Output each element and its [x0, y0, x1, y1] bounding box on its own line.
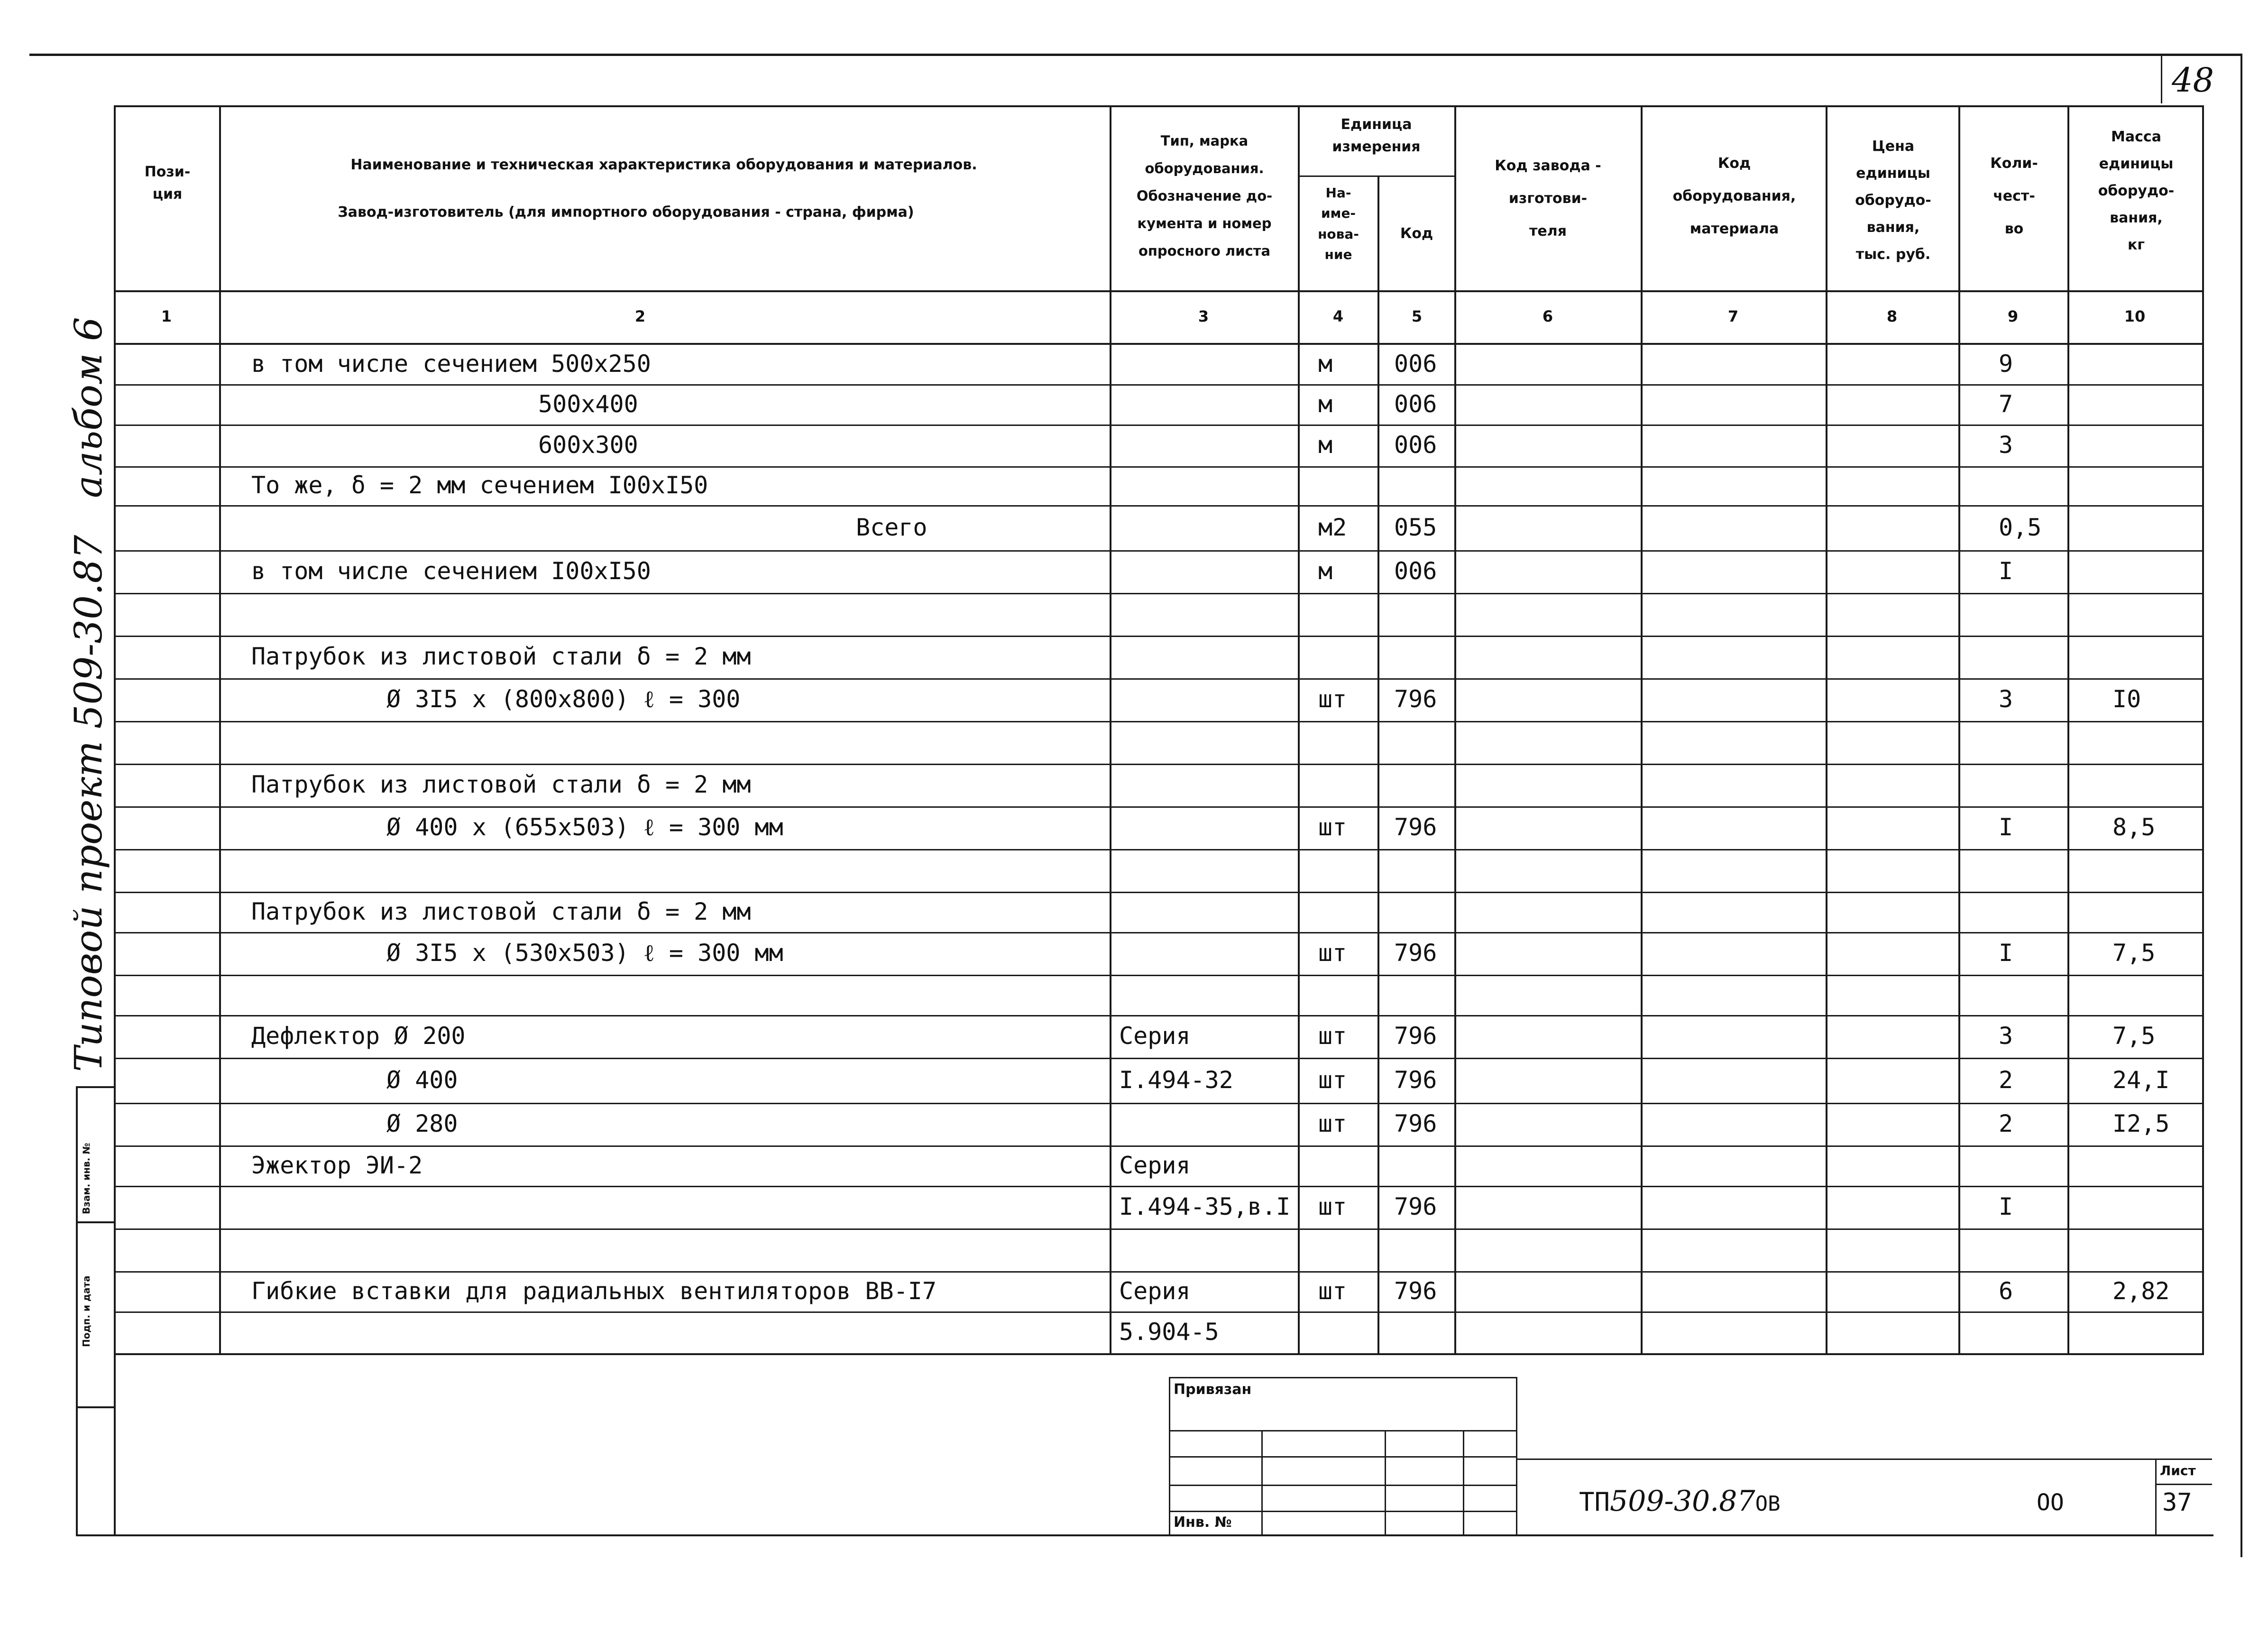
row-qty: 2 [1999, 1066, 2013, 1094]
page-number: 48 [2172, 61, 2214, 100]
colnum-3: 3 [1198, 307, 1209, 325]
sheet-box-divider [2155, 1484, 2212, 1485]
colnum-10: 10 [2124, 307, 2146, 325]
row-code: 796 [1394, 1022, 1437, 1050]
row-divider [114, 1186, 2204, 1187]
sheet-label: Лист [2160, 1463, 2196, 1478]
row-name: в том числе сечением I00хI50 [251, 557, 651, 585]
row-qty: 0,5 [1999, 513, 2042, 541]
header-unit-name: На- име- нова- ние [1318, 185, 1359, 263]
row-qty: 6 [1999, 1277, 2013, 1305]
colnum-2: 2 [634, 307, 646, 325]
sheet-box-left [2155, 1459, 2157, 1534]
side-project: Типовой проект 509-30.87 [66, 535, 110, 1072]
row-name: Эжектор ЭИ-2 [251, 1151, 423, 1179]
doc-middle: ОО [2037, 1489, 2064, 1516]
row-qty: I [1999, 939, 2013, 967]
header-unit-group: Единица измерения [1332, 116, 1421, 155]
row-divider [114, 1015, 2204, 1016]
top-border-line [29, 54, 2241, 56]
stamp-top [1169, 1377, 1517, 1378]
row-divider [114, 806, 2204, 808]
row-code: 796 [1394, 1110, 1437, 1137]
colnum-6: 6 [1542, 307, 1553, 325]
row-name: Ø 3I5 х (530х503) ℓ = 300 мм [386, 939, 783, 967]
row-unit: шт [1318, 939, 1347, 967]
row-name: Всего [856, 513, 927, 541]
row-divider [114, 550, 2204, 552]
row-divider [114, 849, 2204, 850]
col-line-0 [114, 105, 116, 1536]
row-divider [114, 764, 2204, 765]
col-line-8 [1958, 105, 1960, 1355]
row-code: 006 [1394, 350, 1437, 378]
side-album: альбом 6 [66, 317, 110, 498]
row-mass: 24,I [2112, 1066, 2170, 1094]
stamp-privyazan: Привязан [1174, 1381, 1252, 1398]
col-line-7 [1826, 105, 1827, 1355]
row-code: 006 [1394, 431, 1437, 459]
header-name-line2: Завод-изготовитель (для импортного оборудования - страна, фирма) [338, 204, 914, 221]
row-name: Ø 3I5 х (800х800) ℓ = 300 [386, 685, 741, 713]
colnum-4: 4 [1332, 307, 1344, 325]
stamp-line-4 [1169, 1511, 1517, 1512]
row-type: I.494-32 [1119, 1066, 1233, 1094]
row-code: 796 [1394, 1193, 1437, 1220]
header-plant-code: Код завода - изготови- теля [1495, 157, 1601, 240]
row-unit: м [1318, 431, 1333, 459]
table-header-bottom [114, 290, 2204, 292]
row-code: 796 [1394, 685, 1437, 713]
sheet-number: 37 [2162, 1488, 2192, 1517]
row-name: Патрубок из листовой стали δ = 2 мм [251, 897, 751, 925]
sheet-bottom [76, 1534, 2213, 1536]
left-strip-line-1 [76, 1086, 115, 1088]
col-line-3 [1298, 105, 1300, 1355]
header-type: Тип, марка оборудования. Обозначение до- кумента и номер опросного листа [1136, 133, 1273, 259]
row-name: Гибкие вставки для радиальных вентиляторов ВВ-I7 [251, 1277, 937, 1305]
row-code: 796 [1394, 1277, 1437, 1305]
left-strip-outer [76, 1086, 78, 1536]
stamp-col-1 [1261, 1430, 1263, 1534]
row-unit: шт [1318, 1193, 1347, 1220]
row-mass: I2,5 [2112, 1110, 2170, 1137]
row-name: Патрубок из листовой стали δ = 2 мм [251, 643, 751, 670]
row-divider [114, 1271, 2204, 1273]
row-qty: 2 [1999, 1110, 2013, 1137]
row-name: 600х300 [538, 431, 638, 459]
stamp-line-3 [1169, 1485, 1517, 1486]
row-type: 5.904-5 [1119, 1318, 1219, 1346]
table-top [114, 105, 2204, 107]
colnum-9: 9 [2007, 307, 2019, 325]
header-position: Пози- ция [144, 164, 191, 203]
colnum-5: 5 [1411, 307, 1423, 325]
col-line-2 [1110, 105, 1111, 1355]
row-unit: м [1318, 390, 1333, 418]
col-line-9 [2067, 105, 2069, 1355]
row-divider [114, 721, 2204, 722]
header-mass: Масса единицы оборудо- вания, кг [2098, 129, 2175, 253]
row-qty: 3 [1999, 431, 2013, 459]
row-unit: м [1318, 350, 1333, 378]
row-qty: 7 [1999, 390, 2013, 418]
header-equip-code: Код оборудования, материала [1672, 155, 1796, 237]
colnum-1: 1 [161, 307, 172, 325]
row-divider [114, 1145, 2204, 1147]
row-code: 006 [1394, 390, 1437, 418]
row-name: в том числе сечением 500х250 [251, 350, 651, 378]
row-code: 796 [1394, 813, 1437, 841]
header-unit-code: Код [1400, 225, 1433, 242]
title-block-top [1517, 1459, 2212, 1460]
colnum-8: 8 [1886, 307, 1898, 325]
row-type: Серия [1119, 1151, 1191, 1179]
stamp-col-3 [1463, 1430, 1464, 1534]
header-name-line1: Наименование и техническая характеристика оборудования и материалов. [350, 157, 977, 173]
row-mass: 2,82 [2112, 1277, 2170, 1305]
row-unit: шт [1318, 1277, 1347, 1305]
row-name: Патрубок из листовой стали δ = 2 мм [251, 771, 751, 798]
row-mass: 7,5 [2112, 1022, 2156, 1050]
row-divider [114, 1103, 2204, 1104]
row-name: Ø 400 [386, 1066, 458, 1094]
row-unit: шт [1318, 685, 1347, 713]
row-qty: 9 [1999, 350, 2013, 378]
col-line-5 [1454, 105, 1456, 1355]
row-qty: 3 [1999, 1022, 2013, 1050]
doc-code-prefix: ТП [1579, 1487, 1610, 1517]
row-divider [114, 1311, 2204, 1313]
colnum-7: 7 [1727, 307, 1739, 325]
row-name: Дефлектор Ø 200 [251, 1022, 466, 1050]
row-code: 796 [1394, 1066, 1437, 1094]
stamp-line-1 [1169, 1430, 1517, 1431]
row-divider [114, 892, 2204, 893]
row-divider [114, 466, 2204, 468]
table-bottom [114, 1353, 2204, 1355]
row-name: 500х400 [538, 390, 638, 418]
row-unit: м2 [1318, 513, 1347, 541]
row-divider [114, 384, 2204, 386]
row-unit: шт [1318, 1110, 1347, 1137]
right-edge-line [2240, 54, 2242, 1557]
row-name: Ø 280 [386, 1110, 458, 1137]
row-divider [114, 636, 2204, 637]
doc-code-suffix: ОВ [1755, 1492, 1781, 1516]
row-name: То же, δ = 2 мм сечением I00хI50 [251, 471, 708, 499]
row-unit: шт [1318, 1022, 1347, 1050]
stamp-line-2 [1169, 1456, 1517, 1458]
row-divider [114, 932, 2204, 933]
left-strip-line-2 [76, 1221, 115, 1223]
stamp-col-2 [1385, 1430, 1386, 1534]
doc-code-hand: 509-30.87 [1610, 1485, 1755, 1518]
row-mass: 8,5 [2112, 813, 2156, 841]
row-code: 006 [1394, 557, 1437, 585]
row-unit: м [1318, 557, 1333, 585]
col-line-4 [1377, 175, 1379, 1355]
row-divider [114, 505, 2204, 507]
row-divider [114, 975, 2204, 976]
page-number-box-left [2161, 56, 2162, 103]
header-price: Цена единицы оборудо- вания, тыс. руб. [1855, 138, 1931, 263]
row-qty: I [1999, 1193, 2013, 1220]
col-line-6 [1641, 105, 1643, 1355]
row-qty: 3 [1999, 685, 2013, 713]
row-type: I.494-35,в.I [1119, 1193, 1291, 1220]
row-mass: 7,5 [2112, 939, 2156, 967]
row-mass: I0 [2112, 685, 2141, 713]
col-line-1 [219, 105, 221, 1355]
row-code: 796 [1394, 939, 1437, 967]
row-type: Серия [1119, 1277, 1191, 1305]
header-quantity: Коли- чест- во [1990, 155, 2038, 237]
row-qty: I [1999, 557, 2013, 585]
table-colnum-bottom [114, 343, 2204, 345]
left-strip-label-1: Взам. инв. № [81, 1143, 92, 1214]
left-strip-label-2: Подп. и дата [81, 1275, 92, 1347]
unit-group-divider [1298, 175, 1454, 177]
row-unit: шт [1318, 813, 1347, 841]
row-qty: I [1999, 813, 2013, 841]
row-divider [114, 678, 2204, 680]
stamp-inv: Инв. № [1174, 1514, 1232, 1531]
row-name: Ø 400 х (655х503) ℓ = 300 мм [386, 813, 783, 841]
col-line-10 [2202, 105, 2204, 1355]
row-divider [114, 1228, 2204, 1230]
doc-code [1579, 1485, 1781, 1518]
row-divider [114, 593, 2204, 594]
left-strip-line-3 [76, 1406, 115, 1408]
row-divider [114, 425, 2204, 426]
row-divider [114, 1058, 2204, 1059]
row-code: 055 [1394, 513, 1437, 541]
row-type: Серия [1119, 1022, 1191, 1050]
row-unit: шт [1318, 1066, 1347, 1094]
